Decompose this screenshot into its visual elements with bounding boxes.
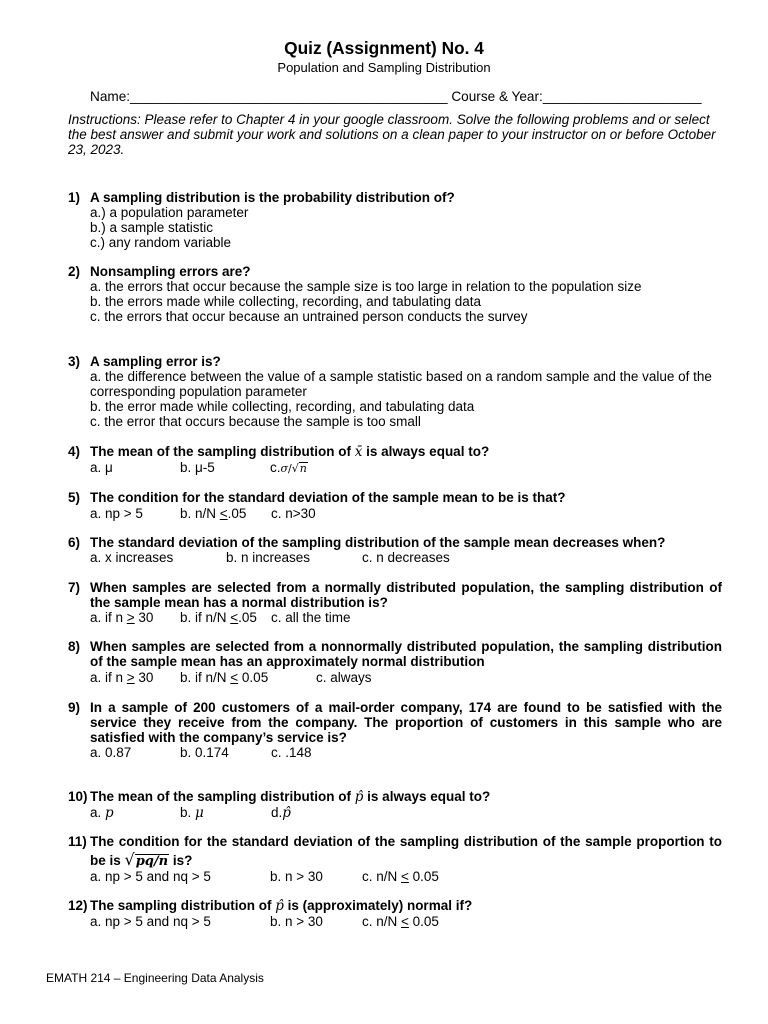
page-footer: EMATH 214 – Engineering Data Analysis: [46, 971, 264, 985]
stem-text: is always equal to?: [362, 444, 490, 459]
question-4: [0, 444, 768, 475]
question-number: 1): [68, 190, 81, 205]
question-number: 6): [68, 535, 81, 550]
option-a: [90, 805, 114, 821]
question-number: 4): [68, 444, 81, 459]
option-text: b. if n/N: [180, 610, 231, 625]
options: [90, 610, 730, 625]
question-10: [0, 789, 768, 820]
question-number: 12): [68, 898, 88, 913]
underlined-symbol: <: [401, 869, 409, 884]
options-row: [90, 914, 730, 929]
option-label: b.: [180, 805, 196, 820]
option-c: c. always: [316, 670, 372, 685]
radicand: n: [299, 462, 307, 475]
option-text: b. n/N: [180, 506, 220, 521]
stem-text: The sampling distribution of: [90, 898, 276, 913]
option-b: b. n > 30: [270, 869, 323, 884]
stem-line: The standard deviation of the sampling distribution of the sample mean decreases when?: [90, 535, 666, 550]
underlined-symbol: <: [219, 506, 228, 521]
option-text: a. if n: [90, 610, 127, 625]
p-hat-symbol: p̂: [354, 789, 364, 805]
question-stem: [90, 789, 722, 805]
option-a: a. np > 5 and nq > 5: [90, 914, 211, 929]
question-7: [0, 580, 768, 625]
option-text: a. if n: [90, 670, 127, 685]
options: [90, 869, 730, 884]
question-stem: [90, 580, 722, 610]
stem-line: In a sample of 200 customers of a mail-order company, 174 are found to be satisfied with the: [90, 700, 722, 715]
question-stem: [90, 354, 722, 369]
name-course-line: [90, 89, 702, 105]
p-hat-symbol: p̂: [275, 898, 284, 914]
square-root-icon: √: [291, 462, 299, 475]
underlined-symbol: <: [230, 670, 239, 685]
options-row: [90, 460, 730, 475]
option-c: c.) any random variable: [90, 235, 232, 250]
question-2: [0, 264, 768, 324]
question-number: 2): [68, 264, 81, 279]
options: [90, 279, 730, 324]
option-a: a. np > 5 and nq > 5: [90, 869, 211, 884]
instructions-line: the best answer and submit your work and solutions on a clean paper to your instructor on or before October: [68, 127, 716, 142]
question-11: [0, 834, 768, 884]
instructions: [68, 112, 724, 157]
question-1: [0, 190, 768, 250]
underlined-symbol: >: [126, 670, 135, 685]
option-a: a. 0.87: [90, 745, 132, 760]
stem-line: When samples are selected from a normally distributed population, the sampling distribution of: [90, 580, 722, 595]
options: [90, 369, 730, 429]
question-stem: [90, 639, 722, 669]
square-root-icon: √: [124, 850, 135, 869]
option-label: a.: [90, 805, 106, 820]
option-c: [362, 869, 439, 884]
option-text: .05: [238, 610, 257, 625]
option-a: [90, 610, 153, 625]
question-number: 11): [68, 834, 87, 849]
question-stem: [90, 190, 722, 205]
x-bar-symbol: x̄: [354, 444, 363, 460]
option-c: c. n decreases: [362, 550, 450, 565]
option-label: d.: [271, 805, 283, 820]
stem-line: satisfied with the company’s service is?: [90, 730, 347, 745]
option-b: [180, 506, 246, 521]
stem-line: service they receive from the company. The proportion of customers in this sample who are: [90, 715, 722, 730]
option-b: b. the errors made while collecting, recording, and tabulating data: [90, 294, 481, 309]
question-number: 9): [68, 700, 81, 715]
option-text: 0.05: [408, 869, 439, 884]
option-c: c. .148: [271, 745, 312, 760]
options: [90, 460, 730, 475]
option-b: b. 0.174: [180, 745, 229, 760]
fraction-slash: /: [288, 462, 292, 475]
option-c: c. the error that occurs because the sample is too small: [90, 414, 421, 429]
stem-line: When samples are selected from a nonnormally distributed population, the sampling distribution: [90, 639, 722, 654]
stem-text: is (approximately) normal if?: [283, 898, 473, 913]
p-symbol: p: [105, 805, 114, 821]
course-year-blank: _____________________: [542, 89, 702, 104]
sigma-symbol: σ: [280, 462, 289, 475]
stem-text: The mean of the sampling distribution of: [90, 789, 355, 804]
option-a: a. the difference between the value of a sample statistic based on a random sample and the value of the: [90, 369, 712, 384]
options-row: [90, 506, 730, 521]
options: [90, 550, 730, 565]
options-row: [90, 869, 730, 884]
option-text: b. if n/N: [180, 670, 231, 685]
question-number: 5): [68, 490, 81, 505]
option-text: .05: [227, 506, 247, 521]
option-c: c. n>30: [271, 506, 316, 521]
option-c: [362, 914, 439, 929]
question-stem: [90, 700, 722, 745]
options: [90, 205, 730, 250]
option-b: [180, 610, 257, 625]
options-row: [90, 805, 730, 820]
option-a: a. np > 5: [90, 506, 143, 521]
option-a: [90, 670, 153, 685]
options: [90, 805, 730, 820]
options: [90, 745, 730, 760]
option-b: [180, 805, 204, 821]
question-9: [0, 700, 768, 760]
option-b: b. n > 30: [270, 914, 323, 929]
option-c: [270, 460, 308, 476]
stem-text: is?: [169, 853, 193, 868]
question-12: [0, 898, 768, 929]
option-label: c.: [270, 460, 281, 475]
options: [90, 506, 730, 521]
stem-line: Nonsampling errors are?: [90, 264, 251, 279]
page-subtitle: Population and Sampling Distribution: [277, 60, 491, 75]
mu-symbol: μ: [195, 805, 204, 821]
instructions-line: Instructions: Please refer to Chapter 4 in your google classroom. Solve the following problems and or select: [68, 112, 710, 127]
p-hat-symbol: p̂: [282, 805, 291, 821]
options-row: [90, 670, 730, 685]
option-a: a. the errors that occur because the sample size is too large in relation to the population size: [90, 279, 642, 294]
option-text: 0.05: [408, 914, 439, 929]
question-5: [0, 490, 768, 521]
options-row: [90, 610, 730, 625]
underlined-symbol: <: [401, 914, 409, 929]
stem-line: [90, 898, 722, 914]
stem-line: The condition for the standard deviation of the sample mean to be is that?: [90, 490, 566, 505]
options-row: [90, 550, 730, 565]
option-a: a. x increases: [90, 550, 174, 565]
option-b: b. n increases: [226, 550, 311, 565]
stem-text: be is: [90, 853, 125, 868]
name-label: Name:: [90, 89, 131, 104]
option-a: a. μ: [90, 460, 113, 475]
option-text: c. n/N: [362, 869, 402, 884]
stem-line: [90, 851, 722, 868]
question-3: [0, 354, 768, 429]
radicand: pq/n: [135, 854, 169, 869]
option-text: 30: [134, 670, 154, 685]
options: [90, 670, 730, 685]
question-stem: [90, 834, 722, 868]
option-c: c. all the time: [271, 610, 351, 625]
option-text: c. n/N: [362, 914, 402, 929]
underlined-symbol: >: [126, 610, 135, 625]
question-number: 7): [68, 580, 81, 595]
stem-line: A sampling distribution is the probability distribution of?: [90, 190, 455, 205]
option-b: b.) a sample statistic: [90, 220, 214, 235]
question-6: [0, 535, 768, 565]
options: [90, 914, 730, 929]
question-stem: [90, 535, 722, 550]
underlined-symbol: <: [230, 610, 239, 625]
option-b: [180, 670, 268, 685]
stem-line: of the sample mean has an approximately normal distribution: [90, 654, 485, 669]
option-c: c. the errors that occur because an untrained person conducts the survey: [90, 309, 528, 324]
stem-text: is always equal to?: [363, 789, 491, 804]
question-stem: [90, 264, 722, 279]
stem-text: The mean of the sampling distribution of: [90, 444, 355, 459]
question-stem: [90, 444, 722, 460]
page-title: Quiz (Assignment) No. 4: [284, 38, 484, 58]
course-year-label: Course & Year:: [451, 89, 543, 104]
options-row: [90, 745, 730, 760]
question-number: 8): [68, 639, 81, 654]
instructions-line: 23, 2023.: [68, 142, 125, 157]
option-a-continued: corresponding population parameter: [90, 384, 307, 399]
name-blank: __________________________________________: [130, 89, 448, 104]
option-b: b. μ-5: [180, 460, 215, 475]
stem-line: the sample mean has a normal distribution is?: [90, 595, 388, 610]
stem-line: [90, 789, 722, 805]
question-number: 10): [68, 789, 88, 804]
option-text: 0.05: [238, 670, 269, 685]
option-a: a.) a population parameter: [90, 205, 249, 220]
option-b: b. the error made while collecting, recording, and tabulating data: [90, 399, 475, 414]
stem-line: [90, 444, 722, 460]
stem-line: The condition for the standard deviation of the sampling distribution of the sample proportion to: [90, 834, 722, 849]
option-d: [271, 805, 291, 821]
question-number: 3): [68, 354, 81, 369]
stem-line: A sampling error is?: [90, 354, 221, 369]
question-stem: [90, 898, 722, 914]
question-8: [0, 639, 768, 685]
question-stem: [90, 490, 722, 505]
option-text: 30: [134, 610, 154, 625]
